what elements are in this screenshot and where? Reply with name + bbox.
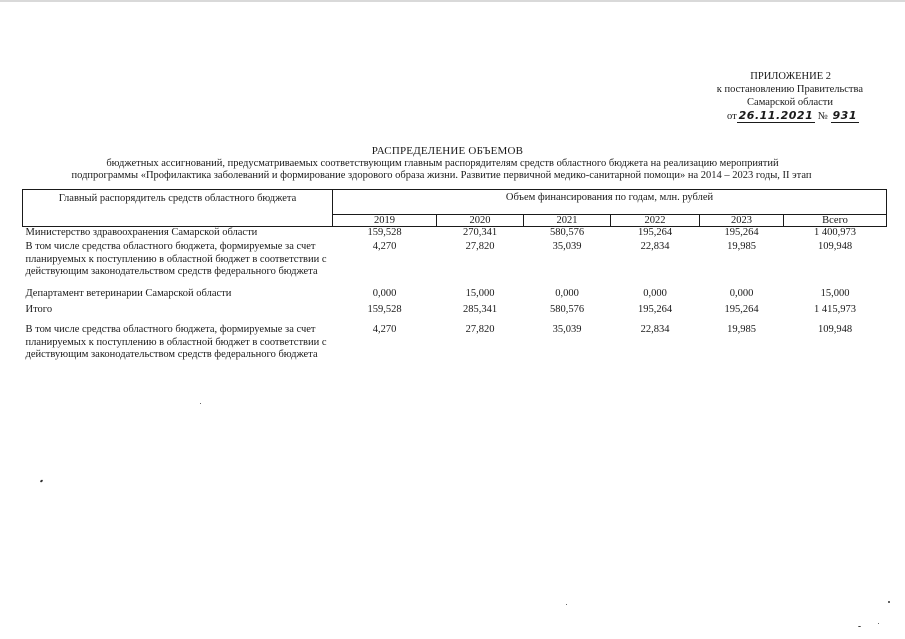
scan-speck <box>878 623 879 624</box>
row-total: 1 415,973 <box>814 304 857 315</box>
row-label: В том числе средства областного бюджета, формируемые за счет планируемых к поступлению в областной бюджет в соответствии с действующим законодательством средств федерального бюджета <box>25 324 327 360</box>
appendix-date-line <box>643 109 863 123</box>
appendix-title: ПРИЛОЖЕНИЕ 2 <box>750 71 831 82</box>
scan-speck <box>200 403 201 404</box>
document-title: РАСПРЕДЕЛЕНИЕ ОБЪЕМОВ <box>371 145 524 157</box>
header-year: 2019 <box>333 215 437 227</box>
row-value: 195,264 <box>637 227 673 238</box>
handwritten-number: 931 <box>832 109 857 122</box>
number-label: № <box>817 111 828 122</box>
date-prefix: от <box>726 111 737 122</box>
row-value: 22,834 <box>640 241 670 252</box>
page-edge <box>0 0 905 2</box>
scan-speck <box>566 604 567 605</box>
row-value: 0,000 <box>372 288 397 299</box>
table-row <box>23 302 887 324</box>
handwritten-date: 26.11.2021 <box>738 109 814 122</box>
row-value: 4,270 <box>372 241 397 252</box>
row-label: Итого <box>25 304 53 315</box>
row-label: В том числе средства областного бюджета, формируемые за счет планируемых к поступлению в областной бюджет в соответствии с действующим законодательством средств федерального бюджета <box>25 241 327 277</box>
row-total: 1 400,973 <box>814 227 857 238</box>
row-value: 27,820 <box>465 324 495 335</box>
header-main-distributor: Главный распорядитель средств областного бюджета <box>23 190 333 227</box>
table-row <box>23 240 887 288</box>
scan-speck <box>40 479 44 482</box>
document-subtitle-2: подпрограммы «Профилактика заболеваний и формирование здорового образа жизни. Развитие первичной медико-санитарной помощи» на 2014 – 2023 годы, II этап <box>71 170 812 181</box>
table-row <box>23 324 887 364</box>
scan-speck <box>888 601 890 603</box>
appendix-line-2: Самарской области <box>747 97 833 108</box>
row-value: 35,039 <box>552 241 582 252</box>
row-value: 22,834 <box>640 324 670 335</box>
row-label: Министерство здравоохранения Самарской области <box>25 227 258 238</box>
row-value: 0,000 <box>729 288 754 299</box>
header-year: 2023 <box>700 215 784 227</box>
appendix-line-1: к постановлению Правительства <box>716 84 863 95</box>
appendix-block <box>643 70 863 123</box>
row-value: 19,985 <box>727 241 756 252</box>
row-value: 0,000 <box>643 288 667 299</box>
header-year: 2022 <box>611 215 700 227</box>
row-value: 159,528 <box>367 227 402 238</box>
header-year: 2020 <box>437 215 524 227</box>
row-value: 580,576 <box>549 304 585 315</box>
table-row <box>23 288 887 302</box>
row-value: 195,264 <box>724 227 759 238</box>
row-total: 109,948 <box>817 324 853 335</box>
row-value: 19,985 <box>727 324 756 335</box>
budget-table <box>22 189 887 364</box>
header-total: Всего <box>784 215 887 227</box>
row-total: 15,000 <box>820 288 850 299</box>
row-value: 0,000 <box>555 288 579 299</box>
header-year: 2021 <box>524 215 611 227</box>
row-value: 195,264 <box>637 304 673 315</box>
row-value: 27,820 <box>465 241 495 252</box>
scan-speck <box>858 626 861 627</box>
row-value: 195,264 <box>724 304 759 315</box>
row-value: 580,576 <box>549 227 585 238</box>
row-value: 15,000 <box>465 288 495 299</box>
row-value: 4,270 <box>372 324 397 335</box>
row-value: 159,528 <box>367 304 402 315</box>
row-value: 270,341 <box>462 227 498 238</box>
row-value: 35,039 <box>552 324 582 335</box>
header-financing: Объем финансирования по годам, млн. рублей <box>333 190 887 215</box>
document-header <box>0 145 905 183</box>
row-total: 109,948 <box>817 241 853 252</box>
row-label: Департамент ветеринарии Самарской области <box>25 288 232 299</box>
table-row <box>23 227 887 241</box>
row-value: 285,341 <box>462 304 498 315</box>
document-subtitle-1: бюджетных ассигнований, предусматриваемых соответствующим главным распорядителям средств областного бюджета на реализацию мероприятий <box>106 157 779 169</box>
